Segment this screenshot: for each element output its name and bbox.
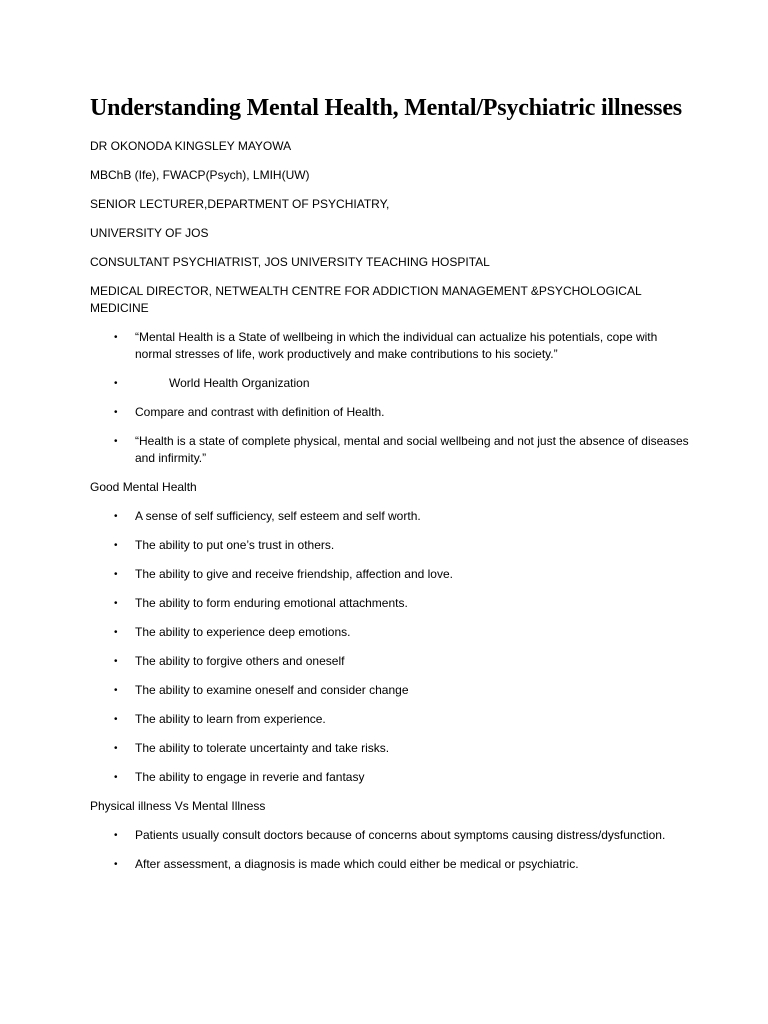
bullet-glyph: • [114, 511, 118, 522]
list-item-text: Compare and contrast with definition of Health. [135, 405, 385, 419]
list-item-text: The ability to tolerate uncertainty and take risks. [135, 741, 390, 755]
bullet-glyph: • [114, 743, 118, 754]
bullet-glyph: • [114, 540, 118, 551]
document-page [90, 92, 690, 885]
list-item-text: The ability to form enduring emotional attachments. [135, 596, 408, 610]
list-item-text: The ability to forgive others and oneself [135, 654, 345, 668]
good-mental-health-list [90, 508, 690, 786]
bullet-glyph: • [114, 332, 118, 343]
physical-vs-mental-list [90, 827, 690, 873]
definition-list [90, 329, 690, 467]
list-item-text: A sense of self sufficiency, self esteem and self worth. [135, 509, 421, 523]
author-consultant-role: CONSULTANT PSYCHIATRIST, JOS UNIVERSITY TEACHING HOSPITAL [90, 255, 490, 269]
list-item-text: The ability to learn from experience. [135, 712, 326, 726]
list-item [90, 404, 690, 421]
list-item [90, 595, 690, 612]
bullet-glyph: • [114, 714, 118, 725]
bullet-glyph: • [114, 830, 118, 841]
list-item-text: The ability to put one’s trust in others. [135, 538, 335, 552]
list-item [90, 566, 690, 583]
bullet-glyph: • [114, 656, 118, 667]
bullet-glyph: • [114, 859, 118, 870]
author-name: DR OKONODA KINGSLEY MAYOWA [90, 139, 292, 153]
list-item-text: World Health Organization [169, 376, 310, 390]
list-item-text: The ability to experience deep emotions. [135, 625, 351, 639]
bullet-glyph: • [114, 598, 118, 609]
list-item [90, 856, 690, 873]
list-item [90, 827, 690, 844]
list-item-text: After assessment, a diagnosis is made which could either be medical or psychiatric. [135, 857, 579, 871]
list-item [90, 537, 690, 554]
list-item [90, 769, 690, 786]
list-item [90, 508, 690, 525]
bullet-glyph: • [114, 436, 118, 447]
list-item [90, 653, 690, 670]
author-qualifications: MBChB (Ife), FWACP(Psych), LMIH(UW) [90, 168, 310, 182]
author-director-role: MEDICAL DIRECTOR, NETWEALTH CENTRE FOR ADDICTION MANAGEMENT &PSYCHOLOGICAL MEDICINE [90, 284, 642, 315]
list-item [90, 329, 690, 363]
list-item-text: “Health is a state of complete physical, mental and social wellbeing and not just the absence of diseases and infirmity.” [135, 434, 689, 465]
list-item [90, 682, 690, 699]
bullet-glyph: • [114, 772, 118, 783]
bullet-glyph: • [114, 378, 118, 389]
bullet-glyph: • [114, 627, 118, 638]
bullet-glyph: • [114, 407, 118, 418]
list-item [90, 740, 690, 757]
list-item-text: The ability to engage in reverie and fantasy [135, 770, 365, 784]
list-item [90, 375, 690, 392]
document-title: Understanding Mental Health, Mental/Psychiatric illnesses [90, 95, 682, 121]
list-item-text: The ability to examine oneself and consider change [135, 683, 409, 697]
list-item [90, 711, 690, 728]
list-item [90, 433, 690, 467]
bullet-glyph: • [114, 685, 118, 696]
bullet-glyph: • [114, 569, 118, 580]
list-item-text: “Mental Health is a State of wellbeing in which the individual can actualize his potentials, cope with normal stresses of life, work productively and make contributions to his society.” [135, 330, 658, 361]
list-item [90, 624, 690, 641]
section-heading-good-mental-health: Good Mental Health [90, 480, 197, 494]
list-item-text: Patients usually consult doctors because of concerns about symptoms causing distress/dysfunction. [135, 828, 666, 842]
section-heading-physical-vs-mental: Physical illness Vs Mental Illness [90, 799, 266, 813]
author-position: SENIOR LECTURER,DEPARTMENT OF PSYCHIATRY, [90, 197, 390, 211]
list-item-text: The ability to give and receive friendship, affection and love. [135, 567, 453, 581]
author-university: UNIVERSITY OF JOS [90, 226, 209, 240]
